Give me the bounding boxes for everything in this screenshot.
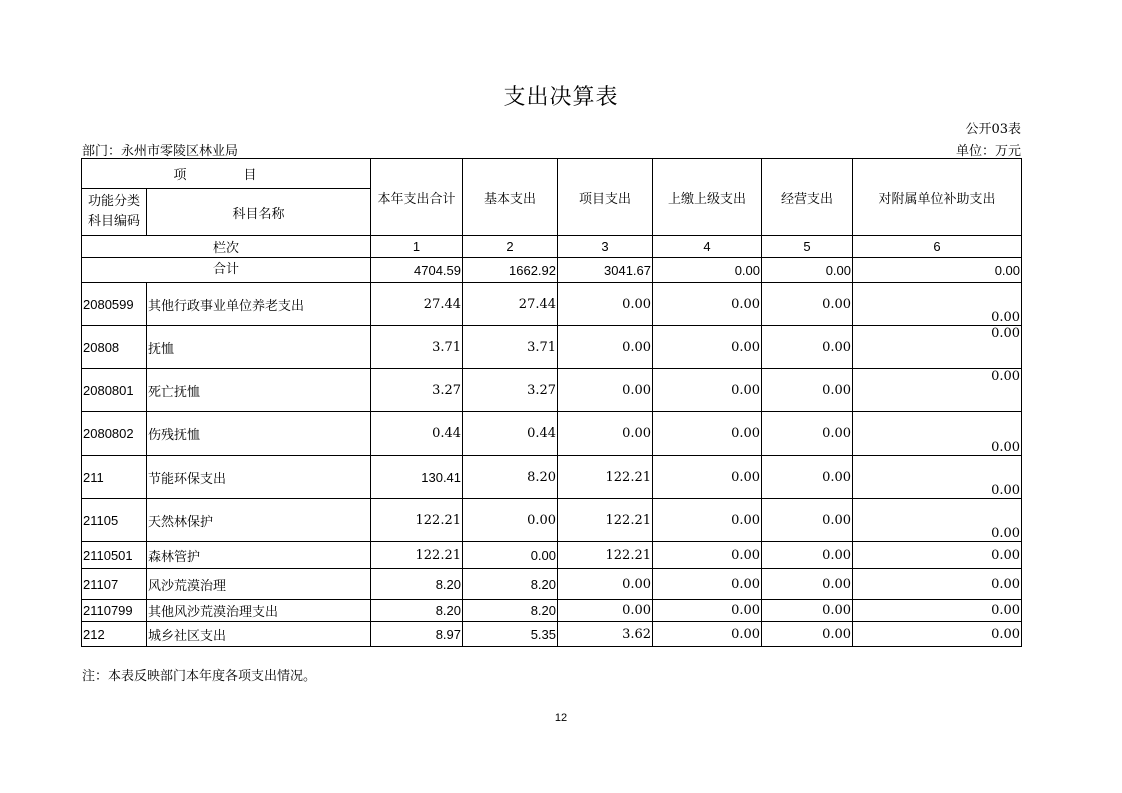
code-cell: 2110501 bbox=[82, 542, 147, 569]
page-title: 支出决算表 bbox=[503, 85, 619, 110]
business-cell: 0.00 bbox=[762, 326, 853, 369]
expenditure-table bbox=[81, 158, 1022, 647]
table-row bbox=[82, 412, 1022, 456]
header-code: 功能分类科目编码 bbox=[82, 189, 147, 236]
table-row bbox=[82, 283, 1022, 326]
subsidy-cell: 0.00 bbox=[853, 456, 1022, 499]
total-cell: 3.27 bbox=[371, 369, 463, 412]
business-cell: 0.00 bbox=[762, 283, 853, 326]
header-name: 科目名称 bbox=[147, 189, 371, 236]
basic-cell: 1662.92 bbox=[463, 258, 558, 283]
table-row bbox=[82, 600, 1022, 622]
subsidy-cell: 0.00 bbox=[853, 326, 1022, 369]
code-cell: 212 bbox=[82, 622, 147, 647]
code-cell: 2080599 bbox=[82, 283, 147, 326]
table-row bbox=[82, 622, 1022, 647]
header-upper: 上缴上级支出 bbox=[653, 159, 762, 236]
upper-cell: 0.00 bbox=[653, 369, 762, 412]
total-cell: 27.44 bbox=[371, 283, 463, 326]
business-cell: 0.00 bbox=[762, 456, 853, 499]
table-row bbox=[82, 456, 1022, 499]
basic-cell: 5.35 bbox=[463, 622, 558, 647]
upper-cell: 0.00 bbox=[653, 326, 762, 369]
total-cell: 130.41 bbox=[371, 456, 463, 499]
project-cell: 0.00 bbox=[558, 600, 653, 622]
totals-label: 合计 bbox=[82, 258, 371, 283]
total-cell: 8.20 bbox=[371, 569, 463, 600]
subsidy-cell: 0.00 bbox=[853, 258, 1022, 283]
name-cell: 其他风沙荒漠治理支出 bbox=[147, 600, 371, 622]
project-cell: 0.00 bbox=[558, 283, 653, 326]
table-row bbox=[82, 499, 1022, 542]
name-cell: 风沙荒漠治理 bbox=[147, 569, 371, 600]
project-cell: 0.00 bbox=[558, 326, 653, 369]
name-cell: 伤残抚恤 bbox=[147, 412, 371, 456]
total-cell: 8.20 bbox=[371, 600, 463, 622]
business-cell: 0.00 bbox=[762, 412, 853, 456]
basic-cell: 0.44 bbox=[463, 412, 558, 456]
department-label: 部门：永州市零陵区林业局 bbox=[82, 144, 239, 159]
name-cell: 天然林保护 bbox=[147, 499, 371, 542]
upper-cell: 0.00 bbox=[653, 499, 762, 542]
name-cell: 节能环保支出 bbox=[147, 456, 371, 499]
header-project: 项目支出 bbox=[558, 159, 653, 236]
code-cell: 2080802 bbox=[82, 412, 147, 456]
column-number: 6 bbox=[853, 236, 1022, 258]
business-cell: 0.00 bbox=[762, 600, 853, 622]
project-cell: 0.00 bbox=[558, 369, 653, 412]
project-cell: 0.00 bbox=[558, 569, 653, 600]
total-cell: 0.44 bbox=[371, 412, 463, 456]
subsidy-cell: 0.00 bbox=[853, 542, 1022, 569]
subsidy-cell: 0.00 bbox=[853, 499, 1022, 542]
name-cell: 城乡社区支出 bbox=[147, 622, 371, 647]
name-cell: 抚恤 bbox=[147, 326, 371, 369]
upper-cell: 0.00 bbox=[653, 412, 762, 456]
total-cell: 3.71 bbox=[371, 326, 463, 369]
page-number: 12 bbox=[554, 712, 568, 724]
subsidy-cell: 0.00 bbox=[853, 622, 1022, 647]
name-cell: 死亡抚恤 bbox=[147, 369, 371, 412]
project-cell: 3041.67 bbox=[558, 258, 653, 283]
business-cell: 0.00 bbox=[762, 542, 853, 569]
upper-cell: 0.00 bbox=[653, 283, 762, 326]
upper-cell: 0.00 bbox=[653, 258, 762, 283]
business-cell: 0.00 bbox=[762, 258, 853, 283]
code-cell: 21107 bbox=[82, 569, 147, 600]
totals-row bbox=[82, 258, 1022, 283]
total-cell: 8.97 bbox=[371, 622, 463, 647]
unit-label: 单位：万元 bbox=[955, 144, 1021, 159]
business-cell: 0.00 bbox=[762, 622, 853, 647]
column-number: 2 bbox=[463, 236, 558, 258]
column-number: 1 bbox=[371, 236, 463, 258]
basic-cell: 0.00 bbox=[463, 499, 558, 542]
column-number: 5 bbox=[762, 236, 853, 258]
upper-cell: 0.00 bbox=[653, 622, 762, 647]
upper-cell: 0.00 bbox=[653, 569, 762, 600]
header-item: 项 目 bbox=[82, 159, 371, 189]
basic-cell: 3.27 bbox=[463, 369, 558, 412]
table-number: 公开03表 bbox=[965, 122, 1021, 137]
business-cell: 0.00 bbox=[762, 569, 853, 600]
project-cell: 3.62 bbox=[558, 622, 653, 647]
subsidy-cell: 0.00 bbox=[853, 600, 1022, 622]
table-row bbox=[82, 542, 1022, 569]
subsidy-cell: 0.00 bbox=[853, 569, 1022, 600]
total-cell: 4704.59 bbox=[371, 258, 463, 283]
column-number: 4 bbox=[653, 236, 762, 258]
upper-cell: 0.00 bbox=[653, 542, 762, 569]
column-number: 3 bbox=[558, 236, 653, 258]
column-number-row bbox=[82, 236, 1022, 258]
table-row bbox=[82, 326, 1022, 369]
subsidy-cell: 0.00 bbox=[853, 412, 1022, 456]
total-cell: 122.21 bbox=[371, 499, 463, 542]
project-cell: 122.21 bbox=[558, 542, 653, 569]
header-business: 经营支出 bbox=[762, 159, 853, 236]
upper-cell: 0.00 bbox=[653, 456, 762, 499]
header-total: 本年支出合计 bbox=[371, 159, 463, 236]
business-cell: 0.00 bbox=[762, 369, 853, 412]
code-cell: 211 bbox=[82, 456, 147, 499]
basic-cell: 27.44 bbox=[463, 283, 558, 326]
project-cell: 122.21 bbox=[558, 499, 653, 542]
header-basic: 基本支出 bbox=[463, 159, 558, 236]
basic-cell: 0.00 bbox=[463, 542, 558, 569]
code-cell: 21105 bbox=[82, 499, 147, 542]
header-subsidy: 对附属单位补助支出 bbox=[853, 159, 1022, 236]
footnote: 注：本表反映部门本年度各项支出情况。 bbox=[82, 669, 317, 684]
column-number-label: 栏次 bbox=[82, 236, 371, 258]
code-cell: 2110799 bbox=[82, 600, 147, 622]
upper-cell: 0.00 bbox=[653, 600, 762, 622]
business-cell: 0.00 bbox=[762, 499, 853, 542]
project-cell: 0.00 bbox=[558, 412, 653, 456]
subsidy-cell: 0.00 bbox=[853, 283, 1022, 326]
basic-cell: 8.20 bbox=[463, 569, 558, 600]
subsidy-cell: 0.00 bbox=[853, 369, 1022, 412]
table-row bbox=[82, 369, 1022, 412]
total-cell: 122.21 bbox=[371, 542, 463, 569]
basic-cell: 8.20 bbox=[463, 600, 558, 622]
code-cell: 20808 bbox=[82, 326, 147, 369]
project-cell: 122.21 bbox=[558, 456, 653, 499]
code-cell: 2080801 bbox=[82, 369, 147, 412]
basic-cell: 8.20 bbox=[463, 456, 558, 499]
table-row bbox=[82, 569, 1022, 600]
name-cell: 森林管护 bbox=[147, 542, 371, 569]
name-cell: 其他行政事业单位养老支出 bbox=[147, 283, 371, 326]
basic-cell: 3.71 bbox=[463, 326, 558, 369]
